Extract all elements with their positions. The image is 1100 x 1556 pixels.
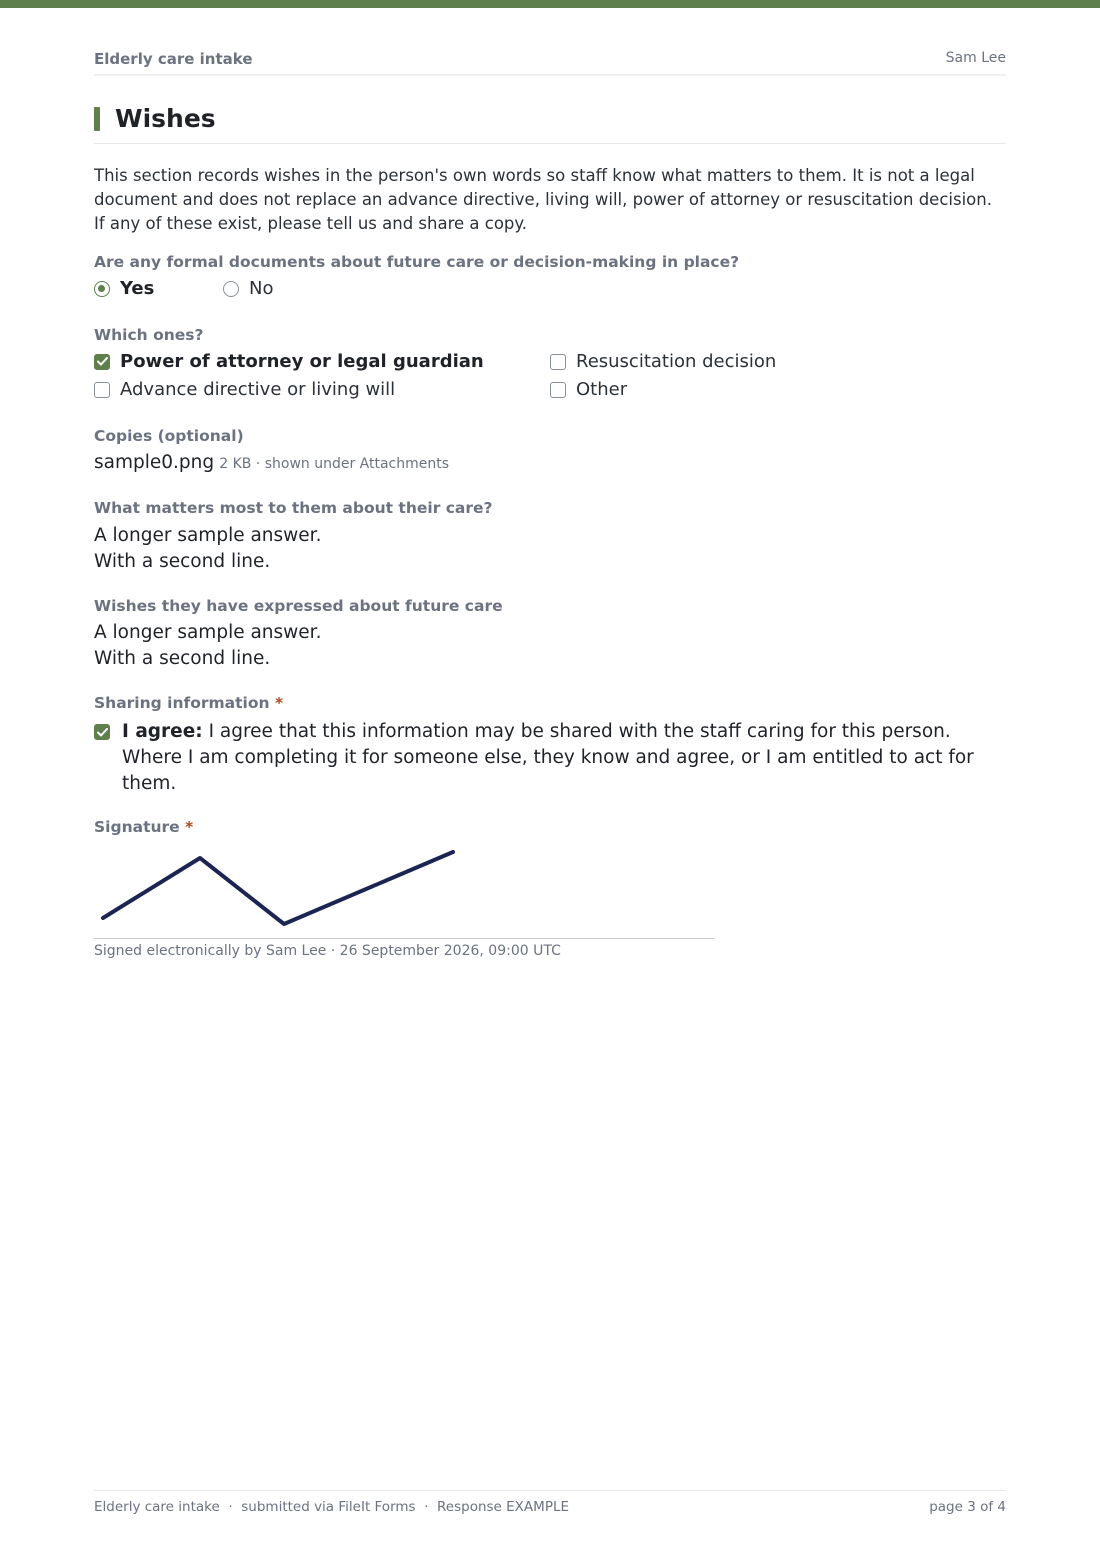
copies-label: Copies (optional) — [94, 427, 244, 445]
page-footer — [94, 1490, 1006, 1520]
page-number: page 3 of 4 — [929, 1499, 1006, 1515]
signature-label — [94, 818, 193, 836]
checkbox-unchecked-icon — [550, 382, 566, 398]
signature-label-text: Signature — [94, 818, 180, 836]
required-marker: * — [185, 818, 194, 836]
footer-info: Elderly care intake · submitted via FileIt Forms · Response EXAMPLE — [94, 1499, 570, 1515]
matters-most-question: What matters most to them about their care? — [94, 499, 493, 517]
section-intro: This section records wishes in the person's own words so staff know what matters to them. It is not a legal document and does not replace an advance directive, living will, power of attorney or resuscitation decision. If any of these exist, please tell us and share a copy. — [94, 166, 992, 233]
signature-drawing — [94, 840, 714, 939]
radio-option-yes[interactable] — [94, 278, 154, 299]
consent-text — [122, 719, 1006, 797]
radio-option-no[interactable] — [223, 278, 273, 299]
checkbox-power-of-attorney[interactable] — [94, 351, 484, 372]
which-ones-question: Which ones? — [94, 326, 204, 344]
radio-selected-icon — [94, 281, 110, 297]
form-name: Elderly care intake — [94, 50, 253, 68]
signature-box — [94, 840, 714, 939]
user-name: Sam Lee — [945, 50, 1006, 66]
sharing-label-text: Sharing information — [94, 694, 270, 712]
matters-most-answer: A longer sample answer. With a second line. — [94, 525, 322, 572]
checkbox-label: Resuscitation decision — [576, 351, 777, 372]
checkbox-label: Power of attorney or legal guardian — [120, 351, 484, 372]
sharing-information-label — [94, 694, 283, 712]
checkbox-unchecked-icon — [550, 354, 566, 370]
radio-option-label: Yes — [120, 278, 155, 299]
radio-option-label: No — [249, 278, 274, 299]
checkbox-unchecked-icon — [94, 382, 110, 398]
file-name: sample0.png — [94, 452, 215, 473]
checkbox-advance-directive[interactable] — [94, 379, 395, 400]
formal-documents-question: Are any formal documents about future care or decision-making in place? — [94, 253, 740, 271]
page-header — [94, 48, 1006, 76]
top-accent-bar — [0, 0, 1100, 8]
section-heading-marker — [94, 107, 100, 131]
required-marker: * — [274, 694, 284, 712]
checkbox-checked-icon — [94, 724, 110, 740]
future-wishes-question: Wishes they have expressed about future care — [94, 597, 503, 615]
checkbox-checked-icon — [94, 354, 110, 370]
section-title: Wishes — [115, 104, 216, 133]
section-heading — [94, 104, 1006, 144]
checkbox-other[interactable] — [550, 379, 627, 400]
file-meta: 2 KB · shown under Attachments — [219, 456, 450, 472]
checkbox-resuscitation-decision[interactable] — [550, 351, 776, 372]
consent-bold-lead: I agree: — [122, 721, 203, 742]
consent-body: I agree that this information may be shared with the staff caring for this person. Where I am completing it for someone else, they know and agree, or I am entitled to act for them. — [122, 721, 974, 794]
checkbox-label: Other — [576, 379, 628, 400]
radio-unselected-icon — [223, 281, 239, 297]
future-wishes-answer: A longer sample answer. With a second line. — [94, 622, 322, 669]
attached-file[interactable] — [94, 452, 449, 473]
checkbox-label: Advance directive or living will — [120, 379, 396, 400]
signature-caption: Signed electronically by Sam Lee · 26 September 2026, 09:00 UTC — [94, 943, 561, 959]
